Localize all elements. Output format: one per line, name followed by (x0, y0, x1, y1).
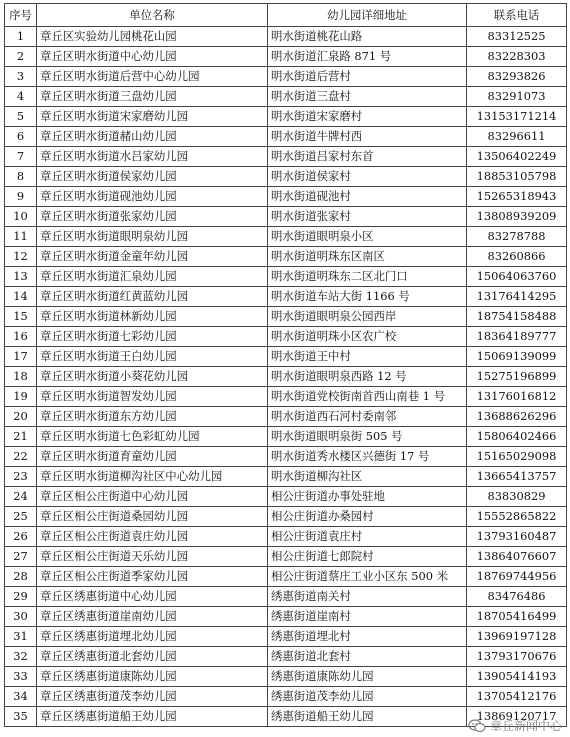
cell-address: 明水街道砚池村 (268, 187, 467, 207)
cell-no: 22 (5, 447, 37, 467)
cell-name: 章丘区绣惠街道茂李幼儿园 (37, 687, 268, 707)
table-row (5, 487, 567, 507)
table-row (5, 327, 567, 347)
table-row (5, 407, 567, 427)
cell-no: 29 (5, 587, 37, 607)
cell-address: 绣惠街道茂李幼儿园 (268, 687, 467, 707)
table-row (5, 347, 567, 367)
watermark (468, 717, 562, 734)
cell-no: 21 (5, 427, 37, 447)
cell-name: 章丘区明水街道红黄蓝幼儿园 (37, 287, 268, 307)
cell-address: 绣惠街道船王幼儿园 (268, 707, 467, 727)
header-no: 序号 (5, 4, 37, 27)
cell-address: 明水街道牛牌村西 (268, 127, 467, 147)
cell-no: 5 (5, 107, 37, 127)
cell-no: 6 (5, 127, 37, 147)
cell-name: 章丘区明水街道赭山幼儿园 (37, 127, 268, 147)
cell-no: 32 (5, 647, 37, 667)
cell-phone: 83291073 (467, 87, 567, 107)
cell-name: 章丘区明水街道小葵花幼儿园 (37, 367, 268, 387)
kindergarten-table-sheet (4, 3, 567, 727)
cell-phone: 83228303 (467, 47, 567, 67)
cell-no: 1 (5, 27, 37, 47)
table-row (5, 147, 567, 167)
cell-address: 明水街道王中村 (268, 347, 467, 367)
cell-name: 章丘区实验幼儿园桃花山园 (37, 27, 268, 47)
table-row (5, 287, 567, 307)
header-name: 单位名称 (37, 4, 268, 27)
cell-no: 30 (5, 607, 37, 627)
cell-no: 34 (5, 687, 37, 707)
cell-no: 23 (5, 467, 37, 487)
cell-phone: 83312525 (467, 27, 567, 47)
table-row (5, 467, 567, 487)
cell-no: 13 (5, 267, 37, 287)
cell-address: 明水街道眼明泉街 505 号 (268, 427, 467, 447)
cell-address: 明水街道后营村 (268, 67, 467, 87)
cell-name: 章丘区明水街道后营中心幼儿园 (37, 67, 268, 87)
table-row (5, 607, 567, 627)
cell-address: 明水街道侯家村 (268, 167, 467, 187)
cell-address: 明水街道眼明泉公园西岸 (268, 307, 467, 327)
cell-phone: 83830829 (467, 487, 567, 507)
table-row (5, 627, 567, 647)
cell-address: 绣惠街道南关村 (268, 587, 467, 607)
cell-phone: 13176414295 (467, 287, 567, 307)
cell-phone: 15552865822 (467, 507, 567, 527)
cell-name: 章丘区明水街道张家幼儿园 (37, 207, 268, 227)
cell-phone: 13665413757 (467, 467, 567, 487)
cell-name: 章丘区绣惠街道埋北幼儿园 (37, 627, 268, 647)
table-row (5, 387, 567, 407)
cell-no: 11 (5, 227, 37, 247)
table-row (5, 227, 567, 247)
cell-address: 绣惠街道康陈幼儿园 (268, 667, 467, 687)
table-row (5, 247, 567, 267)
table-row (5, 127, 567, 147)
table-row (5, 187, 567, 207)
cell-phone: 83296611 (467, 127, 567, 147)
table-row (5, 587, 567, 607)
cell-no: 19 (5, 387, 37, 407)
cell-phone: 83278788 (467, 227, 567, 247)
cell-address: 相公庄街道办桑园村 (268, 507, 467, 527)
cell-phone: 13688626296 (467, 407, 567, 427)
cell-address: 明水街道吕家村东首 (268, 147, 467, 167)
header-address: 幼儿园详细地址 (268, 4, 467, 27)
cell-name: 章丘区明水街道三盘幼儿园 (37, 87, 268, 107)
table-header-row (5, 4, 567, 27)
cell-phone: 13793170676 (467, 647, 567, 667)
cell-no: 25 (5, 507, 37, 527)
wechat-icon (468, 719, 486, 733)
cell-phone: 13969197128 (467, 627, 567, 647)
cell-name: 章丘区明水街道汇泉幼儿园 (37, 267, 268, 287)
cell-name: 章丘区相公庄街道中心幼儿园 (37, 487, 268, 507)
cell-no: 33 (5, 667, 37, 687)
cell-name: 章丘区明水街道柳沟社区中心幼儿园 (37, 467, 268, 487)
cell-no: 14 (5, 287, 37, 307)
cell-phone: 13808939209 (467, 207, 567, 227)
cell-phone: 18364189777 (467, 327, 567, 347)
cell-name: 章丘区相公庄街道季家幼儿园 (37, 567, 268, 587)
table-row (5, 687, 567, 707)
table-row (5, 547, 567, 567)
table-row (5, 267, 567, 287)
table-row (5, 447, 567, 467)
table-row (5, 207, 567, 227)
cell-no: 3 (5, 67, 37, 87)
cell-phone: 13176016812 (467, 387, 567, 407)
cell-no: 15 (5, 307, 37, 327)
cell-no: 9 (5, 187, 37, 207)
table-row (5, 667, 567, 687)
cell-address: 明水街道西石河村委南邻 (268, 407, 467, 427)
cell-no: 8 (5, 167, 37, 187)
cell-phone: 13506402249 (467, 147, 567, 167)
cell-phone: 13905414193 (467, 667, 567, 687)
cell-address: 相公庄街道七郎院村 (268, 547, 467, 567)
cell-phone: 18853105798 (467, 167, 567, 187)
cell-phone: 15069139099 (467, 347, 567, 367)
cell-address: 明水街道秀水楼区兴德街 17 号 (268, 447, 467, 467)
cell-name: 章丘区绣惠街道康陈幼儿园 (37, 667, 268, 687)
cell-phone: 83260866 (467, 247, 567, 267)
cell-no: 4 (5, 87, 37, 107)
table-body (5, 27, 567, 727)
cell-phone: 15064063760 (467, 267, 567, 287)
cell-address: 明水街道宋家磨村 (268, 107, 467, 127)
cell-no: 2 (5, 47, 37, 67)
table-row (5, 167, 567, 187)
cell-address: 明水街道车站大街 1166 号 (268, 287, 467, 307)
cell-no: 35 (5, 707, 37, 727)
cell-name: 章丘区相公庄街道袁庄幼儿园 (37, 527, 268, 547)
cell-phone: 13864076607 (467, 547, 567, 567)
table-row (5, 647, 567, 667)
cell-no: 17 (5, 347, 37, 367)
cell-address: 明水街道明珠小区农广校 (268, 327, 467, 347)
cell-no: 28 (5, 567, 37, 587)
cell-name: 章丘区相公庄街道桑园幼儿园 (37, 507, 268, 527)
cell-address: 绣惠街道埋北村 (268, 627, 467, 647)
cell-address: 相公庄街道蔡庄工业小区东 500 米 (268, 567, 467, 587)
cell-address: 相公庄街道袁庄村 (268, 527, 467, 547)
table-row (5, 107, 567, 127)
cell-phone: 13153171214 (467, 107, 567, 127)
cell-no: 7 (5, 147, 37, 167)
cell-address: 明水街道桃花山路 (268, 27, 467, 47)
cell-name: 章丘区绣惠街道中心幼儿园 (37, 587, 268, 607)
cell-name: 章丘区明水街道东方幼儿园 (37, 407, 268, 427)
cell-name: 章丘区明水街道育童幼儿园 (37, 447, 268, 467)
cell-phone: 15275196899 (467, 367, 567, 387)
cell-name: 章丘区明水街道眼明泉幼儿园 (37, 227, 268, 247)
cell-name: 章丘区绣惠街道北套幼儿园 (37, 647, 268, 667)
cell-address: 绣惠街道崖南村 (268, 607, 467, 627)
cell-phone: 83293826 (467, 67, 567, 87)
cell-name: 章丘区相公庄街道天乐幼儿园 (37, 547, 268, 567)
cell-name: 章丘区明水街道宋家磨幼儿园 (37, 107, 268, 127)
cell-name: 章丘区明水街道智发幼儿园 (37, 387, 268, 407)
table-row (5, 47, 567, 67)
cell-name: 章丘区明水街道水吕家幼儿园 (37, 147, 268, 167)
cell-address: 明水街道柳沟社区 (268, 467, 467, 487)
cell-phone: 15265318943 (467, 187, 567, 207)
cell-address: 明水街道眼明泉小区 (268, 227, 467, 247)
cell-name: 章丘区明水街道王白幼儿园 (37, 347, 268, 367)
cell-phone: 18705416499 (467, 607, 567, 627)
table-row (5, 367, 567, 387)
cell-address: 绣惠街道北套村 (268, 647, 467, 667)
cell-name: 章丘区明水街道金童年幼儿园 (37, 247, 268, 267)
cell-no: 24 (5, 487, 37, 507)
cell-no: 16 (5, 327, 37, 347)
cell-no: 10 (5, 207, 37, 227)
cell-no: 26 (5, 527, 37, 547)
cell-name: 章丘区绣惠街道船王幼儿园 (37, 707, 268, 727)
cell-address: 明水街道汇泉路 871 号 (268, 47, 467, 67)
table-row (5, 67, 567, 87)
cell-name: 章丘区明水街道林新幼儿园 (37, 307, 268, 327)
table-row (5, 307, 567, 327)
cell-no: 27 (5, 547, 37, 567)
cell-address: 明水街道眼明泉西路 12 号 (268, 367, 467, 387)
cell-address: 明水街道三盘村 (268, 87, 467, 107)
cell-phone: 15806402466 (467, 427, 567, 447)
cell-address: 相公庄街道办事处驻地 (268, 487, 467, 507)
cell-address: 明水街道明珠东区南区 (268, 247, 467, 267)
kindergarten-table (4, 3, 567, 727)
cell-phone: 13793160487 (467, 527, 567, 547)
cell-phone: 83476486 (467, 587, 567, 607)
table-row (5, 27, 567, 47)
table-row (5, 427, 567, 447)
cell-name: 章丘区明水街道七色彩虹幼儿园 (37, 427, 268, 447)
cell-phone: 18754158488 (467, 307, 567, 327)
cell-address: 明水街道张家村 (268, 207, 467, 227)
cell-name: 章丘区绣惠街道崖南幼儿园 (37, 607, 268, 627)
cell-address: 明水街道明珠东二区北门口 (268, 267, 467, 287)
cell-no: 12 (5, 247, 37, 267)
cell-phone: 15165029098 (467, 447, 567, 467)
cell-address: 明水街道党校街南首西山南巷 1 号 (268, 387, 467, 407)
cell-no: 20 (5, 407, 37, 427)
table-row (5, 567, 567, 587)
cell-phone: 13869120717 (467, 707, 567, 727)
cell-name: 章丘区明水街道侯家幼儿园 (37, 167, 268, 187)
table-row (5, 87, 567, 107)
cell-phone: 13705412176 (467, 687, 567, 707)
header-phone: 联系电话 (467, 4, 567, 27)
cell-name: 章丘区明水街道砚池幼儿园 (37, 187, 268, 207)
table-row (5, 527, 567, 547)
table-row (5, 507, 567, 527)
cell-name: 章丘区明水街道中心幼儿园 (37, 47, 268, 67)
cell-no: 18 (5, 367, 37, 387)
watermark-text: 章丘新闻中心 (489, 719, 562, 733)
cell-no: 31 (5, 627, 37, 647)
cell-phone: 18769744956 (467, 567, 567, 587)
cell-name: 章丘区明水街道七彩幼儿园 (37, 327, 268, 347)
